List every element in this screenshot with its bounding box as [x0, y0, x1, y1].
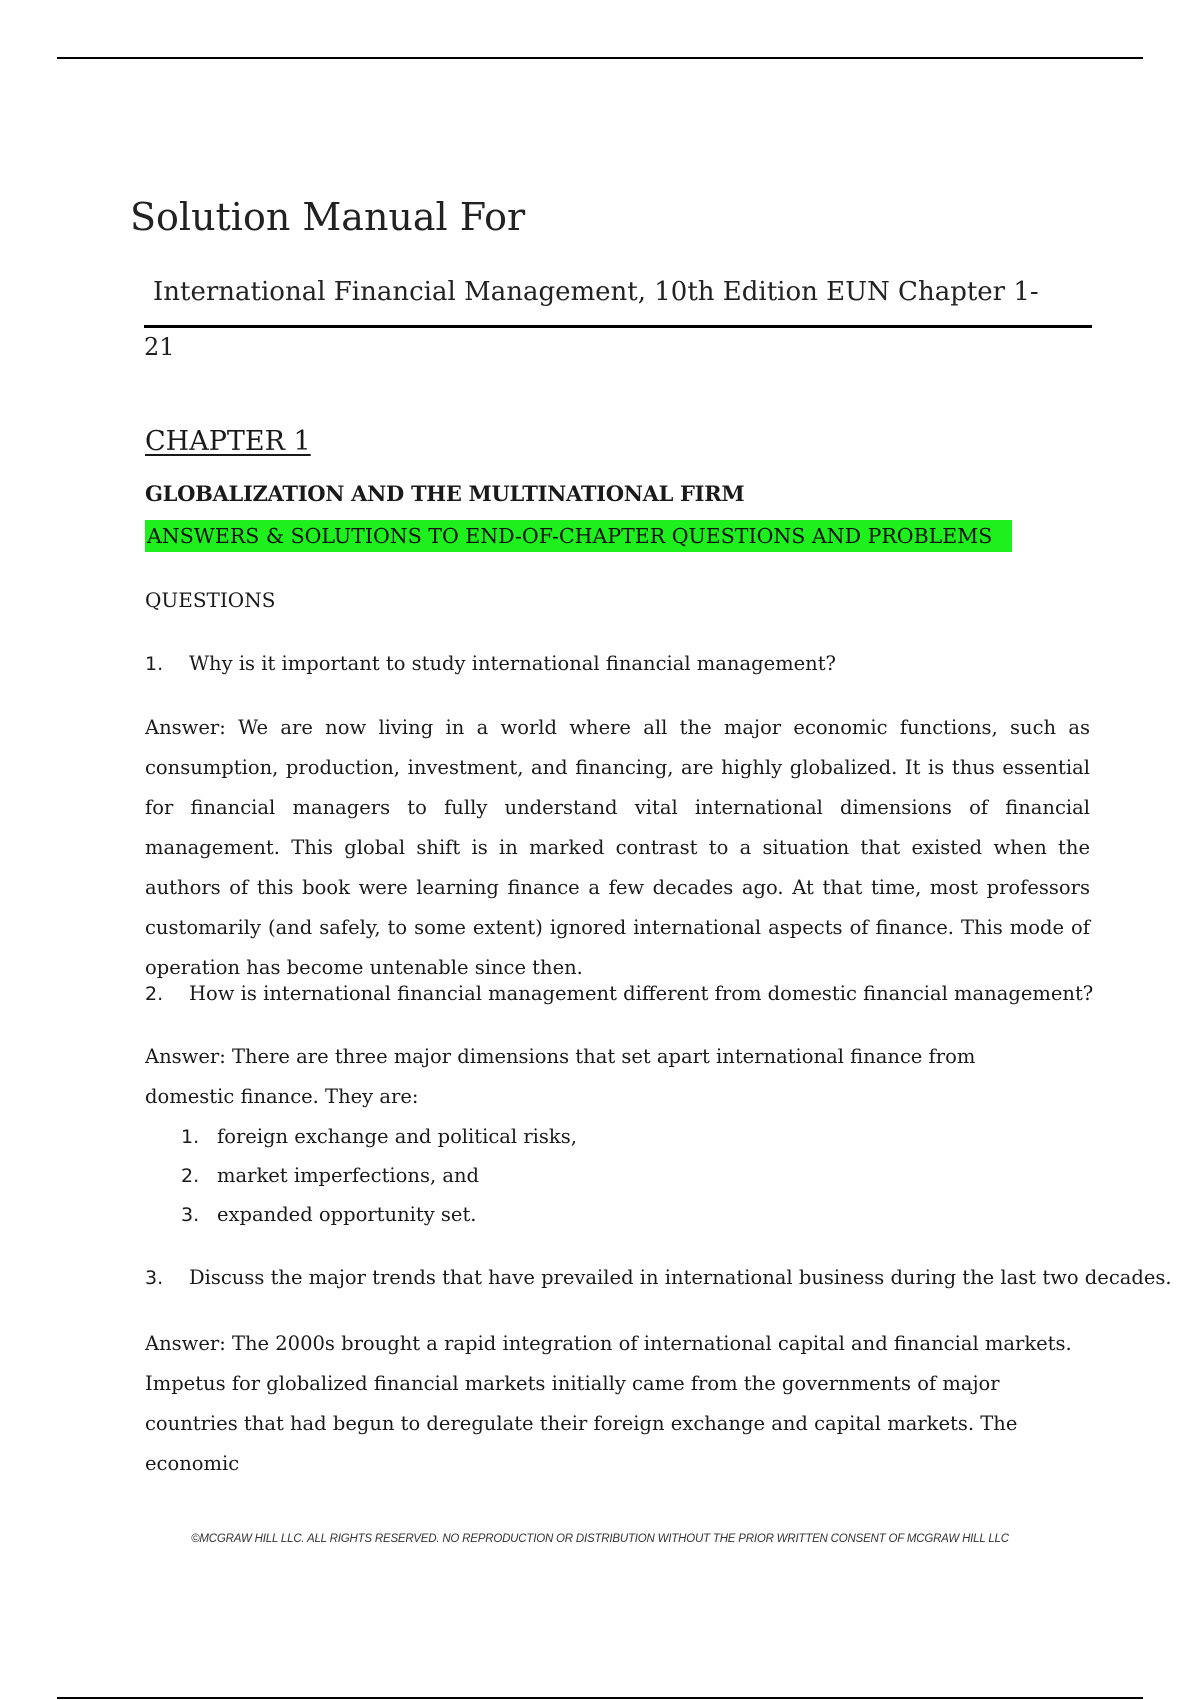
bottom-rule — [57, 1697, 1143, 1699]
question-number: 1. — [145, 653, 164, 675]
question-text: Why is it important to study international financial management? — [189, 652, 837, 675]
chapter-title: GLOBALIZATION AND THE MULTINATIONAL FIRM — [145, 481, 745, 506]
document-title: Solution Manual For — [130, 195, 526, 239]
subtitle-rule — [144, 325, 1092, 328]
questions-heading: QUESTIONS — [145, 588, 276, 612]
highlighted-heading-text: ANSWERS & SOLUTIONS TO END-OF-CHAPTER QUESTIONS AND PROBLEMS — [147, 524, 993, 548]
chapter-label: CHAPTER 1 — [145, 426, 311, 457]
question-number: 2. — [145, 983, 164, 1005]
list-item: 2. market imperfections, and — [181, 1164, 480, 1187]
answer-2-list — [145, 1117, 577, 1234]
question-1 — [145, 652, 836, 675]
question-text: How is international financial management different from domestic financial management? — [189, 982, 1094, 1005]
question-number: 3. — [145, 1267, 164, 1289]
list-item: 1. foreign exchange and political risks, — [181, 1125, 577, 1148]
copyright-footer: ©MCGRAW HILL LLC. ALL RIGHTS RESERVED. NO REPRODUCTION OR DISTRIBUTION WITHOUT THE PRIOR WRITTEN CONSENT OF MCGRAW HILL LLC — [191, 1533, 1009, 1545]
top-rule — [57, 57, 1143, 59]
answer-3: Answer: The 2000s brought a rapid integration of international capital and financial markets. Impetus for globalized financial markets initially came from the governments of major countries that had begun to deregulate their foreign exchange and capital markets. The economic — [145, 1332, 1072, 1475]
question-text: Discuss the major trends that have prevailed in international business during the last two decades. — [189, 1266, 1172, 1289]
document-subtitle-continued: 21 — [144, 333, 175, 361]
highlighted-heading — [145, 520, 1012, 552]
answer-2: Answer: There are three major dimensions that set apart international finance from domestic finance. They are: — [145, 1045, 976, 1108]
list-item: 3. expanded opportunity set. — [181, 1203, 477, 1226]
answer-1: Answer: We are now living in a world where all the major economic functions, such as consumption, production, investment, and financing, are highly globalized. It is thus essential for financial managers to fully understand vital international dimensions of financial management. This global shift is in marked contrast to a situation that existed when the authors of this book were learning finance a few decades ago. At that time, most professors customarily (and safely, to some extent) ignored international aspects of finance. This mode of operation has become untenable since then. — [145, 716, 1090, 979]
question-2 — [145, 982, 1093, 1005]
document-subtitle: International Financial Management, 10th Edition EUN Chapter 1- — [153, 277, 1039, 307]
question-3 — [145, 1266, 1172, 1289]
